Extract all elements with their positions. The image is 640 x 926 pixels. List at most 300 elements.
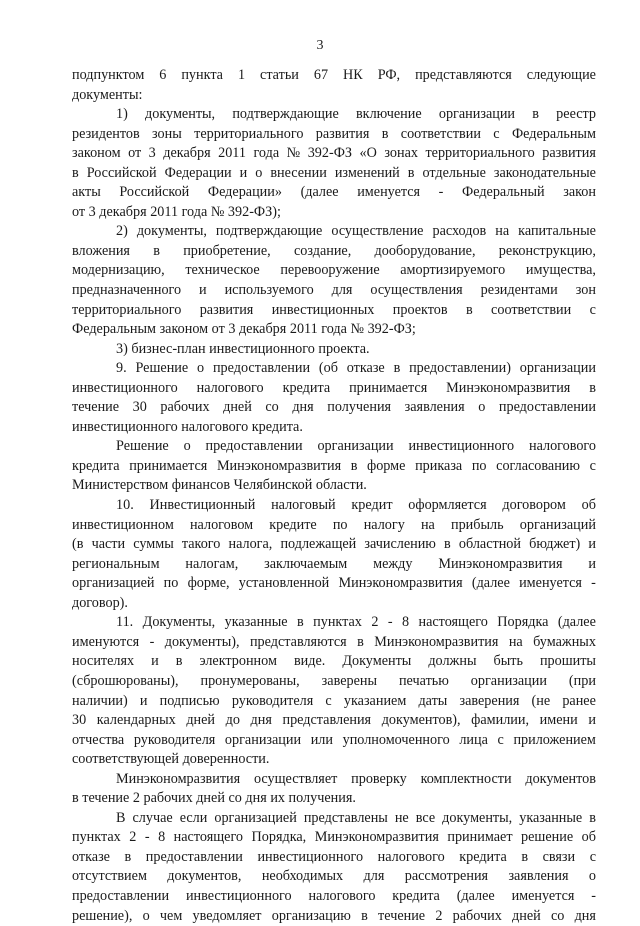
word: «О <box>359 145 377 162</box>
word: налогу <box>363 516 405 533</box>
word: комплектности <box>420 770 512 787</box>
word: о <box>142 907 150 924</box>
word: кредит <box>351 497 393 514</box>
word: кредита <box>282 379 331 396</box>
word: инвестиционного <box>185 887 292 904</box>
text-line <box>72 848 596 868</box>
word: электронном <box>199 653 277 670</box>
word: документы: <box>72 86 143 103</box>
word: предоставлении <box>72 887 170 904</box>
word: пронумерованы, <box>200 672 300 689</box>
word: № <box>286 145 301 162</box>
word: территориального <box>194 125 304 142</box>
word: соответствии <box>491 301 572 318</box>
text-line <box>72 594 596 614</box>
word: 2 <box>435 907 443 924</box>
word: в <box>357 633 364 650</box>
word: прошиты <box>539 653 596 670</box>
text-line <box>72 379 596 399</box>
text-line <box>72 437 596 457</box>
text-line <box>72 398 596 418</box>
text-line <box>72 183 596 203</box>
word: Документы, <box>142 614 216 631</box>
word: 2011 <box>218 145 246 162</box>
word: предоставлении <box>498 399 596 416</box>
text-line <box>72 750 596 770</box>
word: части <box>91 536 126 553</box>
word: о <box>588 868 596 885</box>
word: инвестиционного <box>72 418 182 435</box>
word: заверения <box>459 692 520 709</box>
word: - <box>591 575 596 592</box>
word: (сброшюрованы), <box>72 672 179 689</box>
text-line <box>72 144 596 164</box>
word: в <box>589 809 596 826</box>
word: техническое <box>185 262 260 279</box>
word: используемого <box>224 282 314 299</box>
word: их <box>270 790 289 807</box>
word: проектов <box>392 301 448 318</box>
word: Челябинской <box>233 477 316 494</box>
word: получения <box>327 399 392 416</box>
word: 392-ФЗ); <box>227 203 281 220</box>
word: дня <box>250 712 272 729</box>
word: 9. <box>116 360 127 377</box>
text-line <box>72 692 596 712</box>
word: реконструкцию, <box>498 242 596 259</box>
word: 30 <box>72 712 87 729</box>
word: налогового <box>528 438 596 455</box>
word: зачислению <box>364 536 436 553</box>
word: доверенности. <box>182 751 270 768</box>
word: о <box>183 438 191 455</box>
word: Федерации <box>164 164 232 181</box>
word: приобретение, <box>183 242 271 259</box>
word: представлены <box>303 809 388 826</box>
word: в <box>361 907 368 924</box>
word: инвестиционного <box>257 848 364 865</box>
word: кредита <box>72 457 120 474</box>
word: документы, <box>442 809 513 826</box>
word: подписью <box>159 692 220 709</box>
word: и <box>588 712 596 729</box>
word: подпунктом <box>72 67 145 83</box>
word: в <box>381 125 389 142</box>
word: 1 <box>237 67 246 83</box>
word: о <box>197 360 205 377</box>
word: амортизируемого <box>400 262 506 279</box>
word: (не <box>531 692 551 709</box>
word: 2 <box>129 829 137 846</box>
word: документов <box>525 770 596 787</box>
word: и <box>588 536 596 553</box>
word: принимает <box>447 829 513 846</box>
text-line <box>72 66 596 86</box>
word: представления <box>282 712 372 729</box>
word: внесении <box>270 164 327 181</box>
text-line <box>72 731 596 751</box>
text-line <box>72 652 596 672</box>
word: инвестиционных <box>271 301 375 318</box>
word: на <box>420 516 435 533</box>
word: рабочих <box>160 399 210 416</box>
word: Российской <box>86 164 157 181</box>
word: дней <box>196 790 229 807</box>
word: заявления <box>508 868 569 885</box>
word: установленной <box>238 575 330 592</box>
word: представляются <box>249 633 347 650</box>
text-line <box>72 261 596 281</box>
word: 2011 <box>289 321 322 338</box>
word: наличии) <box>72 692 128 709</box>
word: (при <box>568 672 596 689</box>
word: в <box>521 848 529 865</box>
word: акты <box>72 184 101 201</box>
word: принимается <box>129 457 208 474</box>
word: в <box>175 653 183 670</box>
word: указанные <box>519 809 583 826</box>
word: дня <box>574 907 596 924</box>
word: РФ, <box>377 67 401 83</box>
text-line <box>72 105 596 125</box>
word: руководителя <box>133 731 216 748</box>
word: законом <box>72 145 121 162</box>
word: пунктах <box>313 614 362 631</box>
word: до <box>225 712 240 729</box>
text-line <box>72 340 596 360</box>
word: налогам, <box>185 555 239 572</box>
word: осуществляет <box>253 770 338 787</box>
word: со <box>550 907 565 924</box>
word: в <box>124 848 132 865</box>
word: организации <box>317 438 394 455</box>
word: от <box>128 145 142 162</box>
word: в <box>589 379 596 396</box>
word: налоговый <box>271 497 336 514</box>
text-line <box>72 281 596 301</box>
word: документов, <box>167 868 242 885</box>
word: со <box>265 399 279 416</box>
word: (в <box>72 536 84 553</box>
word: Минэкономразвития <box>446 379 571 396</box>
word: случае <box>132 809 173 826</box>
word: дня <box>292 399 314 416</box>
word: кредита <box>459 848 507 865</box>
word: модернизацию, <box>72 262 165 279</box>
word: предоставлении <box>212 360 311 377</box>
word: 3) <box>116 340 132 357</box>
word: документы), <box>164 633 240 650</box>
word: имущества, <box>525 262 596 279</box>
word: (об <box>318 360 338 377</box>
word: соответствии <box>400 125 481 142</box>
word: создание, <box>293 242 352 259</box>
text-line <box>72 496 596 516</box>
word: дней <box>223 399 252 416</box>
word: налога, <box>228 536 273 553</box>
word: расходов <box>432 223 487 240</box>
word: форме <box>367 457 406 474</box>
word: развития <box>199 301 254 318</box>
word: резидентами <box>480 282 558 299</box>
word: налоговом <box>189 516 254 533</box>
word: рассмотрения <box>404 868 489 885</box>
word: соответствующей <box>72 751 183 768</box>
word: 2 <box>132 790 144 807</box>
text-line <box>72 867 596 887</box>
word: организации <box>438 106 516 123</box>
word: 11. <box>116 614 134 631</box>
word: (далее <box>557 614 596 631</box>
word: именуется <box>511 887 575 904</box>
word: заключаемым <box>264 555 348 572</box>
word: года <box>253 145 280 162</box>
word: об <box>581 497 596 514</box>
word: если <box>179 809 208 826</box>
word: 392-ФЗ <box>307 145 353 162</box>
word: (далее <box>300 184 339 201</box>
word: уведомляет <box>192 907 262 924</box>
word: получения. <box>288 790 356 807</box>
word: декабря <box>238 321 290 338</box>
word: в <box>297 614 304 631</box>
word: Минэкономразвития <box>314 829 439 846</box>
word: о <box>255 164 263 181</box>
word: должны <box>428 653 477 670</box>
word: или <box>310 731 333 748</box>
word: согласованию <box>496 457 580 474</box>
word: со <box>228 790 246 807</box>
word: Федеральным <box>511 125 596 142</box>
word: законом <box>159 321 212 338</box>
word: даты <box>418 692 448 709</box>
word: связи <box>542 848 576 865</box>
word: пункта <box>181 67 223 83</box>
word: носителях <box>72 653 135 670</box>
word: зоны <box>152 125 182 142</box>
word: - <box>591 887 596 904</box>
word: предоставлении <box>205 438 303 455</box>
word: финансов <box>171 477 234 494</box>
text-line <box>72 301 596 321</box>
word: такого <box>181 536 221 553</box>
word: и <box>239 164 248 181</box>
word: территориального <box>425 145 535 162</box>
word: организацию <box>271 907 351 924</box>
word: инвестиционного <box>209 340 319 357</box>
word: Решение <box>116 438 169 455</box>
text-line <box>72 789 596 809</box>
word: договор). <box>72 594 128 611</box>
word: законодательные <box>493 164 596 181</box>
word: договором <box>502 497 566 514</box>
word: 3 <box>88 203 100 220</box>
word: включение <box>355 106 422 123</box>
word: вложения <box>72 242 130 259</box>
word: Федеральным <box>72 321 160 338</box>
word: документов), <box>381 712 461 729</box>
word: 3 <box>148 145 156 162</box>
word: отсутствием <box>72 868 147 885</box>
word: в <box>465 301 473 318</box>
word: осуществление <box>331 223 424 240</box>
word: В <box>116 809 126 826</box>
word: кредите <box>269 516 317 533</box>
word: именуется <box>519 575 582 592</box>
word: в <box>153 242 160 259</box>
word: осуществления <box>370 282 463 299</box>
word: Федерации» <box>207 184 282 201</box>
word: календарных <box>96 712 176 729</box>
word: отказе <box>346 360 385 377</box>
word: (далее <box>456 887 495 904</box>
word: бюджет) <box>529 536 581 553</box>
word: организации <box>519 360 596 377</box>
word: с <box>497 731 504 748</box>
word: развития <box>542 145 596 162</box>
word: с <box>589 848 596 865</box>
word: течение <box>378 907 426 924</box>
word: суммы <box>133 536 174 553</box>
word: 2 <box>371 614 379 631</box>
word: инвестиционного <box>72 379 178 396</box>
word: отчества <box>72 731 125 748</box>
text-line <box>72 613 596 633</box>
word: документы, <box>136 223 207 240</box>
word: и <box>588 555 596 572</box>
word: подлежащей <box>280 536 357 553</box>
word: предоставлении <box>145 848 243 865</box>
word: в <box>532 106 539 123</box>
word: территориального <box>72 301 182 318</box>
word: отказе <box>72 848 110 865</box>
word: капитальные <box>518 223 596 240</box>
word: решение <box>521 829 574 846</box>
word: указанием <box>343 692 407 709</box>
word: реестр <box>556 106 596 123</box>
word: кредита. <box>251 418 303 435</box>
word: № <box>210 203 228 220</box>
word: рабочих <box>452 907 502 924</box>
word: заверены <box>321 672 378 689</box>
text-line <box>72 476 596 496</box>
word: о <box>478 399 486 416</box>
word: 30 <box>132 399 147 416</box>
word: 2) <box>116 223 128 240</box>
word: налогового <box>308 887 376 904</box>
word: областной <box>458 536 521 553</box>
word: бумажных <box>533 633 596 650</box>
word: № <box>350 321 368 338</box>
word: заявления <box>404 399 465 416</box>
word: с <box>589 301 596 318</box>
word: организации <box>224 731 302 748</box>
word: решение), <box>72 907 133 924</box>
text-line <box>72 203 596 223</box>
word: быть <box>493 653 523 670</box>
word: - <box>438 184 444 201</box>
word: Российской <box>119 184 190 201</box>
word: 8 <box>158 829 166 846</box>
word: и <box>151 653 159 670</box>
word: чем <box>159 907 183 924</box>
word: предназначенного <box>72 282 182 299</box>
word: дней <box>512 907 541 924</box>
word: прибыль <box>451 516 504 533</box>
word: кредита <box>392 887 440 904</box>
word: для <box>331 282 353 299</box>
word: налогового <box>377 848 445 865</box>
word: закон <box>563 184 596 201</box>
word: в <box>407 164 415 181</box>
text-line <box>72 164 596 184</box>
word: 6 <box>159 67 167 83</box>
word: дооборудование, <box>374 242 476 259</box>
word: фамилии, <box>471 712 530 729</box>
word: и <box>199 282 207 299</box>
word: организацией <box>214 809 297 826</box>
text-line <box>72 242 596 262</box>
word: подтверждающие <box>232 106 339 123</box>
word: настоящего <box>173 829 244 846</box>
word: указанные <box>224 614 288 631</box>
word: налогового <box>196 379 264 396</box>
text-line <box>72 555 596 575</box>
word: 8 <box>401 614 410 631</box>
word: изменений <box>334 164 400 181</box>
word: принимается <box>349 379 428 396</box>
word: на <box>495 223 510 240</box>
word: Решение <box>135 360 189 377</box>
text-line <box>72 711 596 731</box>
word: налогового <box>181 418 252 435</box>
word: Минэкономразвития <box>438 555 563 572</box>
word: представляются <box>415 67 512 83</box>
word: Федеральный <box>462 184 545 201</box>
word: следующие <box>526 67 596 83</box>
word: Порядка <box>497 614 549 631</box>
word: 10. <box>116 497 134 514</box>
word: течение <box>82 790 133 807</box>
word: 392-ФЗ; <box>367 321 416 338</box>
word: 67 <box>313 67 329 83</box>
text-line <box>72 516 596 536</box>
word: в <box>350 457 358 474</box>
text-line <box>72 359 596 379</box>
word: по <box>163 575 179 592</box>
text-line <box>72 222 596 242</box>
word: оформляется <box>408 497 487 514</box>
word: дней <box>186 712 216 729</box>
word: имени <box>539 712 578 729</box>
word: 3 <box>228 321 239 338</box>
text-line <box>72 770 596 790</box>
word: ранее <box>562 692 596 709</box>
word: декабря <box>99 203 151 220</box>
word: проекта. <box>318 340 370 357</box>
word: - <box>149 633 155 650</box>
word: с <box>493 125 500 142</box>
word: приказа <box>415 457 463 474</box>
word: дня <box>245 790 271 807</box>
word: в <box>393 360 401 377</box>
word: НК <box>343 67 363 83</box>
word: организацией <box>72 575 155 592</box>
word: Порядка, <box>251 829 307 846</box>
word: от <box>72 203 89 220</box>
word: - <box>387 614 393 631</box>
text-line <box>72 828 596 848</box>
